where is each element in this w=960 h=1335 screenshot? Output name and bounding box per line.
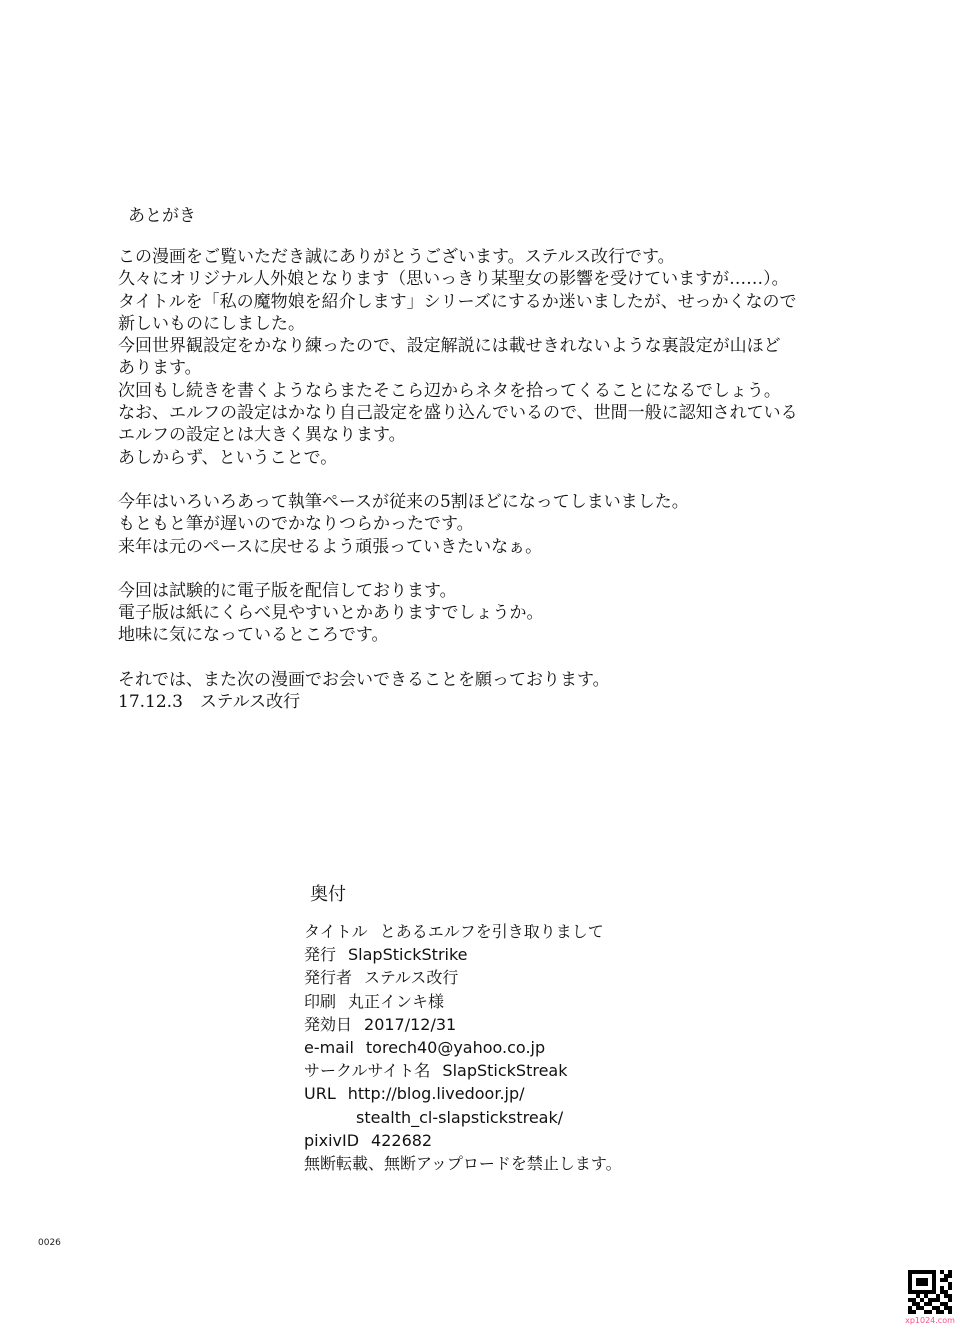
colophon-label: タイトル	[304, 922, 368, 941]
colophon-label: 発効日	[304, 1014, 353, 1034]
colophon-row-site-name	[304, 1059, 704, 1082]
text-line: 今回は試験的に電子版を配信しております。	[118, 580, 457, 601]
colophon-label: URL	[304, 1084, 336, 1104]
text-line: 電子版は紙にくらべ見やすいとかありますでしょうか。	[118, 603, 544, 624]
text-line: 新しいものにしました。	[118, 313, 305, 334]
colophon-row-url	[304, 1082, 704, 1105]
watermark-site-label: xp1024.com	[905, 1316, 955, 1325]
text-line: 地味に気になっているところです。	[118, 625, 389, 646]
colophon-row-date	[304, 1013, 704, 1036]
colophon-value: SlapStickStreak	[442, 1061, 568, 1081]
afterword-signature: 17.12.3 ステルス改行	[118, 692, 301, 713]
text-line: この漫画をご覧いただき誠にありがとうございます。ステルス改行です。	[118, 247, 675, 267]
colophon-value: 2017/12/31	[364, 1014, 457, 1034]
colophon-label: e-mail	[304, 1038, 354, 1058]
colophon-label: 発行者	[304, 968, 353, 988]
afterword-paragraph	[118, 669, 918, 714]
colophon-row-printer	[304, 990, 704, 1013]
qr-code-icon	[908, 1270, 952, 1314]
copyright-notice: 無断転載、無断アップロードを禁止します。	[304, 1154, 622, 1174]
colophon-row-pixiv	[304, 1129, 704, 1152]
colophon-row-url-continued	[304, 1106, 704, 1129]
text-line: エルフの設定とは大きく異なります。	[118, 425, 406, 446]
colophon-label: 印刷	[304, 991, 337, 1011]
colophon-row-publisher	[304, 943, 704, 966]
colophon-label: pixivID	[304, 1130, 360, 1150]
colophon-row-issuer	[304, 966, 704, 989]
colophon-label: 発行	[304, 945, 337, 965]
text-line: 来年は元のペースに戻せるよう頑張っていきたいなぁ。	[118, 536, 543, 557]
page-number: 0026	[38, 1238, 61, 1248]
email-value: torech40@yahoo.co.jp	[365, 1038, 546, 1058]
text-line: あしからず、ということで。	[118, 447, 338, 468]
url-value-continued: stealth_cl-slapstickstreak/	[356, 1107, 564, 1127]
colophon-row-email	[304, 1036, 704, 1059]
text-line: 次回もし続きを書くようならまたそこら辺からネタを拾ってくることになるでしょう。	[118, 380, 781, 401]
text-line: タイトルを「私の魔物娘を紹介します」シリーズにするか迷いましたが、せっかくなので	[118, 291, 797, 312]
text-line: なお、エルフの設定はかなり自己設定を盛り込んでいるので、世間一般に認知されている	[118, 403, 798, 424]
colophon-value: ステルス改行	[364, 968, 459, 988]
colophon-row-title	[304, 920, 704, 943]
colophon-heading: 奥付	[310, 884, 346, 905]
text-line: 久々にオリジナル人外娘となります（思いっきり某聖女の影響を受けていますが……）。	[118, 269, 789, 290]
text-line: それでは、また次の漫画でお会いできることを願っております。	[118, 669, 610, 690]
text-line: もともと筆が遅いのでかなりつらかったです。	[118, 514, 474, 535]
colophon-value: 丸正インキ様	[348, 991, 445, 1011]
afterword-paragraph	[118, 246, 918, 469]
afterword-paragraph	[118, 580, 918, 647]
afterword-paragraph	[118, 491, 918, 558]
colophon-label: サークルサイト名	[304, 1061, 431, 1081]
afterword-heading: あとがき	[128, 206, 196, 226]
afterword-section	[118, 200, 918, 713]
url-value: http://blog.livedoor.jp/	[347, 1084, 525, 1104]
colophon-value: とあるエルフを引き取りまして	[379, 922, 604, 941]
text-line: 今年はいろいろあって執筆ペースが従来の5割ほどになってしまいました。	[118, 491, 689, 512]
text-line: あります。	[118, 358, 202, 379]
text-line: 今回世界観設定をかなり練ったので、設定解説には載せきれないような裏設定が山ほど	[118, 336, 781, 357]
watermark-badge	[904, 1270, 956, 1330]
colophon-section	[304, 880, 704, 1175]
colophon-notice	[304, 1152, 704, 1175]
colophon-value: 422682	[371, 1130, 433, 1150]
colophon-value: SlapStickStrike	[348, 945, 468, 965]
